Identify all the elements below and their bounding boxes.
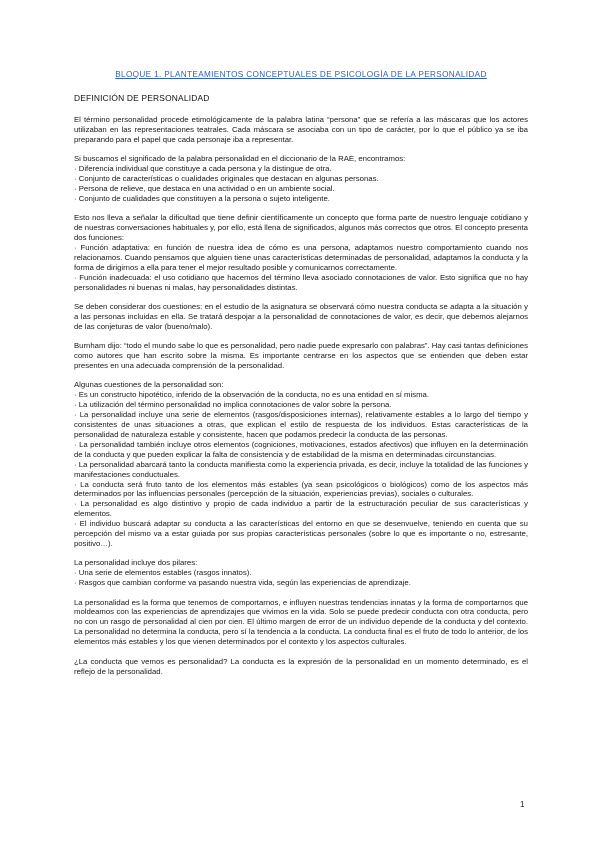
list-item: · Una serie de elementos estables (rasgos innatos).	[74, 568, 252, 578]
paragraph-functions	[74, 213, 528, 292]
list-item: · La conducta será fruto tanto de los elementos más estables (ya sean psicológicos o biológicos) como de los aspectos más determinados por las influencias personales (percepción de la situación, experiencias previas), sociales o culturales.	[74, 479, 528, 499]
paragraph-personality-issues	[74, 380, 528, 548]
list-item: · La personalidad también incluye otros elementos (cogniciones, motivaciones, estados afectivos) que influyen en la determinación de la conducta y que pueden explicar la falta de consistencia y de estabilidad de la misma en determinadas circunstancias.	[74, 439, 528, 459]
list-item: · Conjunto de características o cualidades originales que destacan en algunas personas.	[74, 174, 379, 184]
paragraph-intro: Algunas cuestiones de la personalidad son:	[74, 380, 224, 390]
paragraph-two-pillars	[74, 558, 528, 588]
list-item: · Función adaptativa: en función de nuestra idea de cómo es una persona, adaptamos nuestro comportamiento cuando nos relacionamos. Cuando pensamos que alguien tiene unas características determinadas de personalidad, adaptamos la conducta y la forma de dirigirnos a ella para tener el mejor resultado posible y comunicarnos correctamente.	[74, 242, 528, 272]
list-item: · Función inadecuada: el uso cotidiano que hacemos del término lleva asociado connotaciones de valor. Esto significa que no hay personalidades ni buenas ni malas, hay personalidades distintas.	[74, 272, 528, 292]
paragraph-etymology: El término personalidad procede etimológicamente de la palabra latina “persona” que se refería a las máscaras que los actores utilizaban en las representaciones teatrales. Cada máscara se asociaba con un tipo de carácter, por lo que el público ya se iba preparando para el papel que cada personaje iba a representar.	[74, 115, 528, 144]
paragraph-intro: Esto nos lleva a señalar la dificultad que tiene definir científicamente un concepto que forma parte de nuestro lenguaje cotidiano y de nuestras conversaciones habituales y, por ello, está llena de significados, algunos más correctos que otros. El concepto presenta dos funciones:	[74, 213, 528, 243]
list-item: · La personalidad incluye una serie de elementos (rasgos/disposiciones internas), relativamente estables a lo largo del tiempo y consistentes de unas situaciones a otras, que explican el estilo de respuesta de los individuos. Estas características de la personalidad de naturaleza estable y consistente, hacen que podamos predecir la conducta de las personas.	[74, 410, 528, 439]
list-item: · Conjunto de cualidades que constituyen a la persona o sujeto inteligente.	[74, 193, 330, 203]
paragraph-considerations: Se deben considerar dos cuestiones: en el estudio de la asignatura se observará cómo nuestra conducta se adapta a la situación y a las personas incluidas en ella. Se tratará despojar a la personalidad de connotaciones de valor, es decir, que debemos alejarnos de las conjeturas de valor (bueno/malo).	[74, 302, 528, 331]
document-title: BLOQUE 1. PLANTEAMIENTOS CONCEPTUALES DE PSICOLOGÍA DE LA PERSONALIDAD	[115, 70, 487, 79]
list-item: · La utilización del término personalidad no implica connotaciones de valor sobre la persona.	[74, 400, 392, 410]
list-item: · El individuo buscará adaptar su conducta a las características del entorno en que se desenvuelve, teniendo en cuenta que su percepción del mismo va a estar guiada por sus propias características personales (sobre lo que es importante o no, estresante, positivo…).	[74, 519, 528, 548]
paragraph-behavior: La personalidad es la forma que tenemos de comportarnos, e influyen nuestras tendencias innatas y la forma de comportarnos que moldeamos con las experiencias de aprendizajes que vivimos en la vida. Solo se puede predecir conducta con otra conducta, pero no con un rasgo de personalidad al cien por cien. El último margen de error de un individuo depende de la conducta y del contexto. La personalidad no determina la conducta, pero sí la tendencia a la conducta. La conducta final es el fruto de todo lo anterior, de los elementos más estables y los que vienen determinados por el contexto y los aspectos culturales.	[74, 597, 528, 647]
list-item: · Persona de relieve, que destaca en una actividad o en un ambiente social.	[74, 183, 335, 193]
list-item: · Diferencia individual que constituye a cada persona y la distingue de otra.	[74, 164, 332, 174]
page-number: 1	[520, 800, 525, 809]
document-page	[74, 70, 528, 686]
list-item: · La personalidad abarcará tanto la conducta manifiesta como la experiencia privada, es decir, incluye la totalidad de las funciones y manifestaciones conductuales.	[74, 459, 528, 479]
paragraph-question: ¿La conducta que vemos es personalidad? La conducta es la expresión de la personalidad en un momento determinado, es el reflejo de la personalidad.	[74, 656, 528, 676]
paragraph-rae-definitions	[74, 154, 528, 204]
section-heading: DEFINICIÓN DE PERSONALIDAD	[74, 93, 210, 103]
list-item: · La personalidad es algo distintivo y propio de cada individuo a partir de la estructuración peculiar de sus características y elementos.	[74, 499, 528, 519]
paragraph-intro: Si buscamos el significado de la palabra personalidad en el diccionario de la RAE, encontramos:	[74, 154, 406, 164]
list-item: · Rasgos que cambian conforme va pasando nuestra vida, según las experiencias de aprendizaje.	[74, 578, 411, 588]
list-item: · Es un constructo hipotético, inferido de la observación de la conducta, no es una entidad en sí misma.	[74, 390, 429, 400]
paragraph-intro: La personalidad incluye dos pilares:	[74, 558, 198, 568]
paragraph-burnham-quote: Burnham dijo: “todo el mundo sabe lo que es personalidad, pero nadie puede expresarlo con palabras”. Hay casi tantas definiciones como autores que han escrito sobre la misma. Es importante centrarse en los aspectos que se entienden que deben estar presentes en una adecuada comprensión de la personalidad.	[74, 341, 528, 371]
